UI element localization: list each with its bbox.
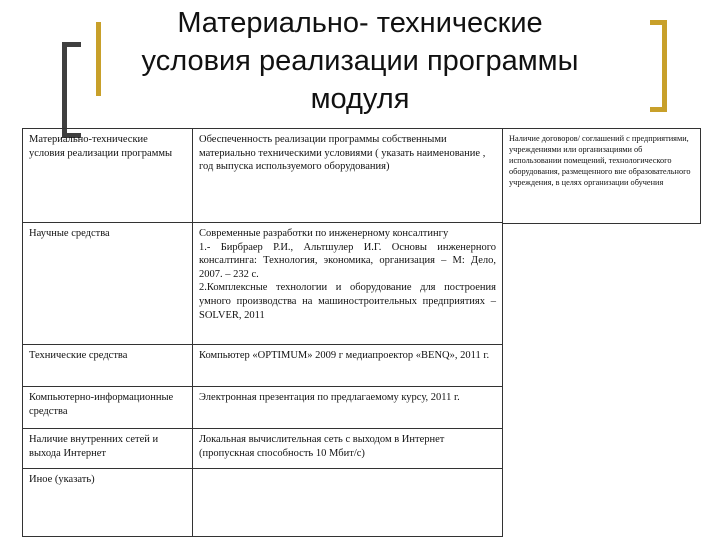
- title-line-2: условия реализации программы: [141, 45, 579, 77]
- table-row: [23, 387, 503, 429]
- table-row: [23, 429, 503, 469]
- header-cell-conditions: Материально-технические условия реализации программы: [23, 129, 193, 223]
- table-header-row: [23, 129, 503, 223]
- title-line-1: Материально- технические: [177, 7, 543, 39]
- table-row: [23, 345, 503, 387]
- row-label-scientific: Научные средства: [23, 223, 193, 345]
- row-label-computer-info: Компьютерно-информационные средства: [23, 387, 193, 429]
- right-bracket-decoration: [650, 20, 667, 112]
- row-value-networks: Локальная вычислительная сеть с выходом в Интернет (пропускная способность 10 Мбит/с): [193, 429, 503, 469]
- header-cell-agreements: Наличие договоров/ соглашений с предприятиями, учреждениями или организациями об использовании помещений, технологического оборудования, размещенного вне образовательного учреждения, в целях организации обучения: [503, 128, 701, 224]
- row-label-technical: Технические средства: [23, 345, 193, 387]
- row-value-other: [193, 469, 503, 537]
- title-line-3: модуля: [310, 83, 410, 115]
- row-label-networks: Наличие внутренних сетей и выхода Интернет: [23, 429, 193, 469]
- conditions-table: [22, 128, 503, 537]
- row-value-scientific: Современные разработки по инженерному консалтингу 1.- Бирбраер Р.И., Альтшулер И.Г. Основы инженерного консалтинга: Технология, экономика, организация – М: Дело, 2007. – 232 с. 2.Комплексные технологии и оборудование для построения умного производства на машиностроительных предприятиях – SOLVER, 2011: [193, 223, 503, 345]
- row-value-technical: Компьютер «OPTIMUM» 2009 г медиапроектор «BENQ», 2011 г.: [193, 345, 503, 387]
- table-row: [23, 469, 503, 537]
- row-value-computer-info: Электронная презентация по предлагаемому курсу, 2011 г.: [193, 387, 503, 429]
- header-cell-equipment: Обеспеченность реализации программы собственными материально техническими условиями ( указать наименование , год выпуска используемого оборудования): [193, 129, 503, 223]
- row-label-other: Иное (указать): [23, 469, 193, 537]
- slide-title: [90, 4, 630, 118]
- left-bracket-decoration: [62, 42, 81, 138]
- table-row: [23, 223, 503, 345]
